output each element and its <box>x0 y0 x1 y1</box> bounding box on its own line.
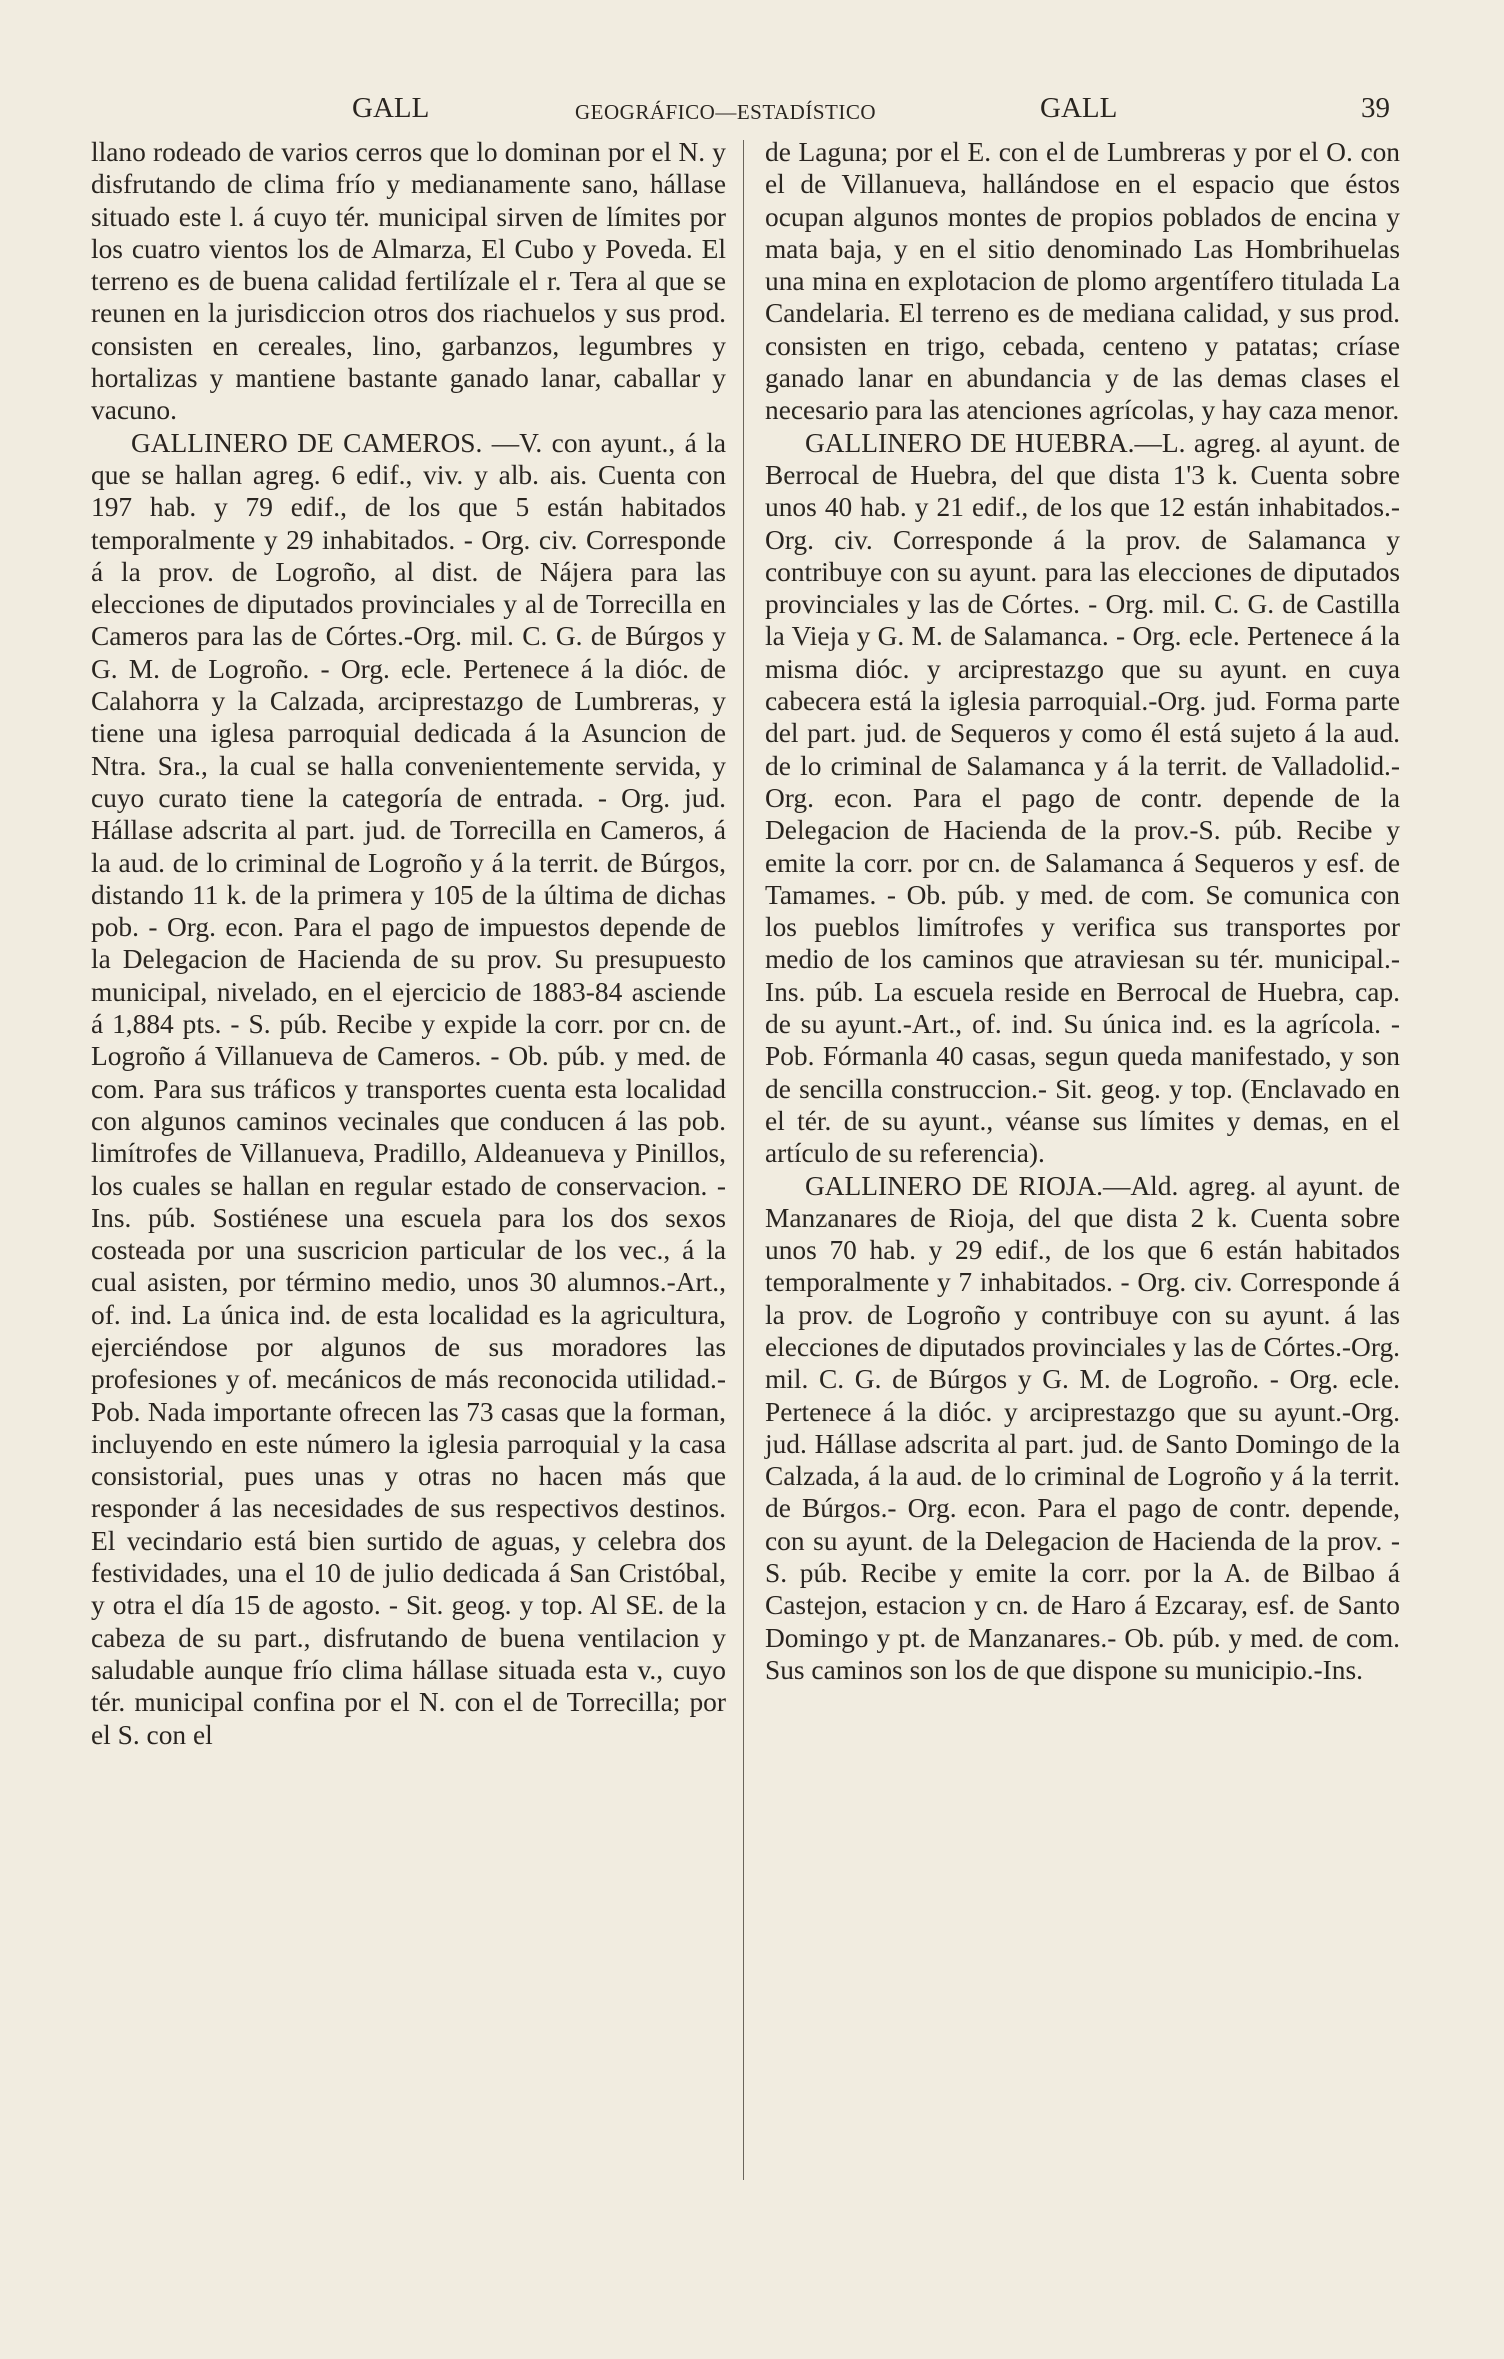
page-number: 39 <box>1361 92 1390 124</box>
running-header <box>90 92 1400 132</box>
paragraph-continuation: de Laguna; por el E. con el de Lumbreras y por el O. con el de Villanueva, hallándose en el espacio que éstos ocupan algunos montes de propios poblados de encina y mata baja, y en el sitio denominado Las Hombrihuelas una mina en explotacion de plomo argentífero titulada La Candelaria. El terreno es de mediana calidad, y sus prod. consisten en trigo, cebada, centeno y patatas; críase ganado lanar en abundancia y de las demas clases el necesario para las atenciones agrícolas, y hay caza menor. <box>765 137 1400 426</box>
header-right-word: GALL <box>1040 92 1118 124</box>
header-center-title: GEOGRÁFICO—ESTADÍSTICO <box>575 100 876 124</box>
column-divider <box>743 140 744 2180</box>
left-column <box>91 136 726 1751</box>
entry-gallinero-de-rioja: GALLINERO DE RIOJA.—Ald. agreg. al ayunt. de Manzanares de Rioja, del que dista 2 k. Cuenta sobre unos 70 hab. y 29 edif., de los que 6 están habitados temporalmente y 7 inhabitados. - Org. civ. Corresponde á la prov. de Logroño y contribuye con su ayunt. á las elecciones de diputados provinciales y las de Córtes.-Org. mil. C. G. de Búrgos y G. M. de Logroño. - Org. ecle. Pertenece á la dióc. y arciprestazgo que su ayunt.-Org. jud. Hállase adscrita al part. jud. de Santo Domingo de la Calzada, á la aud. de lo criminal de Logroño y á la territ. de Búrgos.- Org. econ. Para el pago de contr. depende, con su ayunt. de la Delegacion de Hacienda de la prov. - S. púb. Recibe y emite la corr. por la A. de Bilbao á Castejon, estacion y cn. de Haro á Ezcaray, esf. de Santo Domingo y pt. de Manzanares.- Ob. púb. y med. de com. Sus caminos son los de que dispone su municipio.-Ins. <box>765 1170 1400 1685</box>
header-left-word: GALL <box>352 92 430 124</box>
entry-gallinero-de-huebra: GALLINERO DE HUEBRA.—L. agreg. al ayunt. de Berrocal de Huebra, del que dista 1'3 k. Cuenta sobre unos 40 hab. y 21 edif., de los que 12 están inhabitados.-Org. civ. Corresponde á la prov. de Salamanca y contribuye con su ayunt. para las elecciones de diputados provinciales y las de Córtes. - Org. mil. C. G. de Castilla la Vieja y G. M. de Salamanca. - Org. ecle. Pertenece á la misma dióc. y arciprestazgo que su ayunt. en cuya cabecera está la iglesia parroquial.-Org. jud. Forma parte del part. jud. de Sequeros y como él está sujeto á la aud. de lo criminal de Salamanca y á la territ. de Valladolid.-Org. econ. Para el pago de contr. depende de la Delegacion de Hacienda de la prov.-S. púb. Recibe y emite la corr. por cn. de Salamanca á Sequeros y esf. de Tamames. - Ob. púb. y med. de com. Se comunica con los pueblos limítrofes y verifica sus transportes por medio de los caminos que atraviesan su tér. municipal.- Ins. púb. La escuela reside en Berrocal de Huebra, cap. de su ayunt.-Art., of. ind. Su única ind. es la agrícola. - Pob. Fórmanla 40 casas, segun queda manifestado, y son de sencilla construccion.- Sit. geog. y top. (Enclavado en el tér. de su ayunt., véanse sus límites y demas, en el artículo de su referencia). <box>765 427 1400 1169</box>
paragraph-continuation: llano rodeado de varios cerros que lo dominan por el N. y disfrutando de clima frío y medianamente sano, hállase situado este l. á cuyo tér. municipal sirven de límites por los cuatro vientos los de Almarza, El Cubo y Poveda. El terreno es de buena calidad fertilízale el r. Tera al que se reunen en la jurisdiccion otros dos riachuelos y sus prod. consisten en cereales, lino, garbanzos, legumbres y hortalizas y mantiene bastante ganado lanar, caballar y vacuno. <box>91 137 726 426</box>
right-column <box>765 136 1400 1686</box>
entry-gallinero-de-cameros: GALLINERO DE CAMEROS. —V. con ayunt., á la que se hallan agreg. 6 edif., viv. y alb. ais. Cuenta con 197 hab. y 79 edif., de los que 5 están habitados temporalmente y 29 inhabitados. - Org. civ. Corresponde á la prov. de Logroño, al dist. de Nájera para las elecciones de diputados provinciales y al de Torrecilla en Cameros para las de Córtes.-Org. mil. C. G. de Búrgos y G. M. de Logroño. - Org. ecle. Pertenece á la dióc. de Calahorra y la Calzada, arciprestazgo de Lumbreras, y tiene una iglesa parroquial dedicada á la Asuncion de Ntra. Sra., la cual se halla convenientemente servida, y cuyo curato tiene la categoría de entrada. - Org. jud. Hállase adscrita al part. jud. de Torrecilla en Cameros, á la aud. de lo criminal de Logroño y á la territ. de Búrgos, distando 11 k. de la primera y 105 de la última de dichas pob. - Org. econ. Para el pago de impuestos depende de la Delegacion de Hacienda de su prov. Su presupuesto municipal, nivelado, en el ejercicio de 1883-84 asciende á 1,884 pts. - S. púb. Recibe y expide la corr. por cn. de Logroño á Villanueva de Cameros. - Ob. púb. y med. de com. Para sus tráficos y transportes cuenta esta localidad con algunos caminos vecinales que conducen á las pob. limítrofes de Villanueva, Pradillo, Aldeanueva y Pinillos, los cuales se hallan en regular estado de conservacion. - Ins. púb. Sostiénese una escuela para los dos sexos costeada por una suscricion particular de los vec., á la cual asisten, por término medio, unos 30 alumnos.-Art., of. ind. La única ind. de esta localidad es la agricultura, ejerciéndose por algunos de sus moradores las profesiones y of. mecánicos de más reconocida utilidad.-Pob. Nada importante ofrecen las 73 casas que la forman, incluyendo en este número la iglesia parroquial y la casa consistorial, pues unas y otras no hacen más que responder á las necesidades de sus respectivos destinos. El vecindario está bien surtido de aguas, y celebra dos festividades, una el 10 de julio dedicada á San Cristóbal, y otra el día 15 de agosto. - Sit. geog. y top. Al SE. de la cabeza de su part., disfrutando de buena ventilacion y saludable aunque frío clima hállase situada esta v., cuyo tér. municipal confina por el N. con el de Torrecilla; por el S. con el <box>91 427 726 1750</box>
